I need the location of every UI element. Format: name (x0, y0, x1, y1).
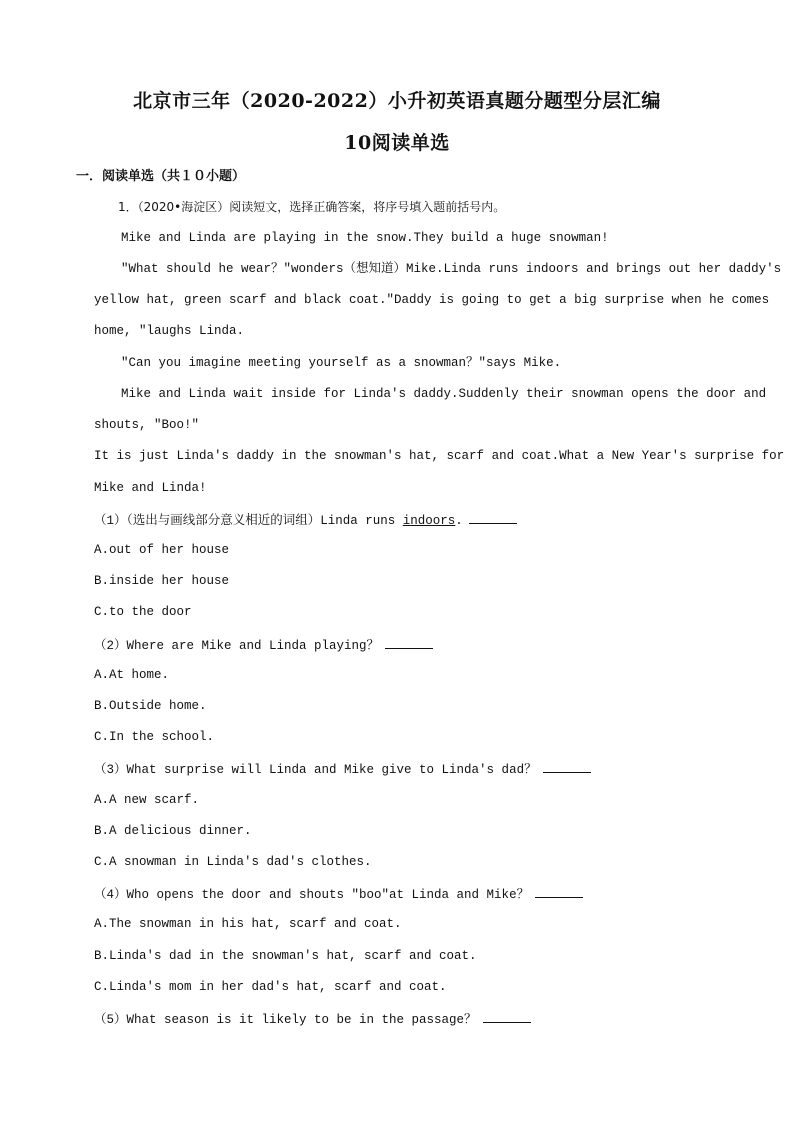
underlined-word: indoors (402, 514, 456, 528)
document-title: 北京市三年（2020-2022）小升初英语真题分题型分层汇编 (133, 90, 661, 112)
document-subtitle: 10阅读单选 (344, 132, 450, 154)
answer-option: C.A snowman in Linda's dad's clothes. (94, 855, 372, 869)
passage-line: Mike and Linda wait inside for Linda's daddy.Suddenly their snowman opens the door and (121, 387, 767, 401)
question-stem (94, 511, 517, 529)
passage-line: It is just Linda's daddy in the snowman's hat, scarf and coat.What a New Year's surprise for (94, 449, 785, 463)
question-stem (94, 636, 433, 654)
question-stem-text: （4）Who opens the door and shouts "boo"at Linda and Mike？ (94, 888, 530, 902)
passage-line: shouts, "Boo!" (94, 418, 200, 432)
passage-line: "Can you imagine meeting yourself as a snowman？"says Mike. (121, 356, 562, 370)
answer-blank[interactable] (469, 511, 517, 524)
passage-line: Mike and Linda are playing in the snow.They build a huge snowman! (121, 231, 609, 245)
answer-option: C.In the school. (94, 730, 215, 744)
answer-blank[interactable] (483, 1010, 531, 1023)
question-stem-text: （5）What season is it likely to be in the passage？ (94, 1013, 477, 1027)
answer-blank[interactable] (385, 636, 433, 649)
passage-line: yellow hat, green scarf and black coat."Daddy is going to get a big surprise when he comes (94, 293, 770, 307)
question-stem-text: （3）What surprise will Linda and Mike give to Linda's dad？ (94, 763, 537, 777)
answer-option: A.out of her house (94, 543, 230, 557)
answer-option: B.inside her house (94, 574, 230, 588)
answer-blank[interactable] (535, 885, 583, 898)
answer-blank[interactable] (543, 760, 591, 773)
answer-option: A.A new scarf. (94, 793, 200, 807)
answer-option: B.Outside home. (94, 699, 207, 713)
question-stem-text: （2）Where are Mike and Linda playing？ (94, 639, 380, 653)
question-stem-text: . (455, 514, 463, 528)
answer-option: C.to the door (94, 605, 192, 619)
question-stem (94, 760, 591, 778)
question-stem-text: （1）（选出与画线部分意义相近的词组）Linda runs (94, 514, 403, 528)
answer-option: C.Linda's mom in her dad's hat, scarf and coat. (94, 980, 447, 994)
question-stem (94, 1010, 531, 1028)
section-heading: 一．阅读单选（共１０小题） (76, 169, 246, 184)
passage-line: home, "laughs Linda. (94, 324, 245, 338)
answer-option: A.The snowman in his hat, scarf and coat. (94, 917, 402, 931)
question-stem (94, 885, 583, 903)
answer-option: B.Linda's dad in the snowman's hat, scarf and coat. (94, 949, 477, 963)
answer-option: B.A delicious dinner. (94, 824, 252, 838)
passage-line: Mike and Linda! (94, 481, 207, 495)
passage-line: "What should he wear？"wonders（想知道）Mike.Linda runs indoors and brings out her daddy's (121, 262, 782, 276)
answer-option: A.At home. (94, 668, 170, 682)
question-intro: 1．（2020•海淀区）阅读短文，选择正确答案，将序号填入题前括号内。 (118, 200, 506, 214)
